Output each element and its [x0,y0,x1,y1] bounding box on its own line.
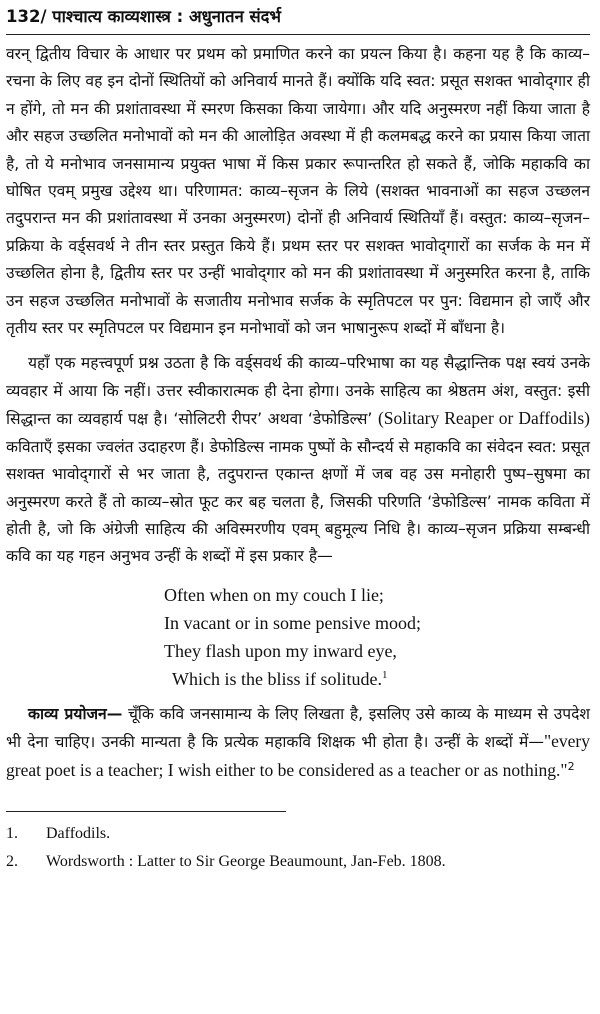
footnote-2 [6,848,590,876]
poem-line-3: They flash upon my inward eye, [164,640,397,661]
footnote-ref-2: 2 [567,759,575,773]
footnote-1-number: 1. [6,824,18,842]
poem-line-4 [164,665,590,693]
poem-line-4-text: Which is the bliss if solitude. [172,668,382,689]
paragraph-2-text-a: यहाँ एक महत्त्वपूर्ण प्रश्न उठता है कि वर्ड्सवर्थ की काव्य–परिभाषा का यह सैद्धान्तिक पक्ष स्वयं उनके व्यवहार में आया कि नहीं। उत्तर स्वीकारात्मक ही देना होगा। उनके साहित्य का श्रेष्ठतम अंश, वस्तुत: इसी सिद्धान्त का व्यवहार्य पक्ष है। ‘सोलिटरी रीपर’ अथवा ‘डेफोडिल्स’ [6,354,590,429]
paragraph-3-english-quote: "every great poet is a teacher; I wish either to be considered as a teacher or as nothing." [6,731,590,780]
paragraph-2-text-b: कविताएँ इसका ज्वलंत उदाहरण हैं। डेफोडिल्स नामक पुष्पों के सौन्दर्य से महाकवि का संवेदन स्वत: प्रसूत सशक्त भावोद्‌गारों से भर जाता है, तदुपरान्त एकान्त क्षणों में जब वह उस मनोहारी पुष्प–सुषमा का अनुस्मरण करते हैं तो काव्य–स्रोत फूट कर बह चलता है, जिसकी परिणति ‘डेफोडिल्स’ नामक कविता में होती है, जो कि अंग्रेजी साहित्य की अविस्मरणीय एवम् बहुमूल्य निधि है। काव्य–सृजन प्रक्रिया सम्बन्धी कवि का यह गहन अनुभव उन्हीं के शब्दों में इस प्रकार है— [6,437,590,566]
poem-line-1: Often when on my couch I lie; [164,584,384,605]
footnote-1 [6,820,590,848]
paragraph-1: वरन् द्वितीय विचार के आधार पर प्रथम को प्रमाणित करने का प्रयत्न किया है। कहना यह है कि काव्य–रचना के लिए वह इन दोनों स्थितियों को अनिवार्य मानते हैं। क्योंकि यदि स्वत: प्रसूत सशक्त भावोद्‌गार ही न होंगे, तो मन की प्रशांतावस्था में स्मरण किसका किया जायेगा। और यदि अनुस्मरण नहीं किया जाता है और सहज उच्छलित मनोभावों को मन की आलोड़ित अवस्था में ही कलमबद्ध करने का प्रयास किया जाता है, तो ये मनोभाव जनसामान्य प्रयुक्त भाषा में किस प्रकार रूपान्तरित हो सकते हैं, जोकि महाकवि का घोषित एवम् प्रमुख उद्देश्य था। परिणामत: काव्य–सृजन के लिये (सशक्त भावनाओं का सहज उच्छलन तदुपरान्त मन की प्रशांतावस्था में उनका अनुस्मरण) दोनों ही अनिवार्य स्थितियाँ हैं। वस्तुत: काव्य–सृजन–प्रक्रिया के वर्ड्सवर्थ ने तीन स्तर प्रस्तुत किये हैं। प्रथम स्तर पर सशक्त भावोद्‌गारों का सर्जक के मन में उच्छलित होना है, द्वितीय स्तर पर उन्हीं भावोद्‌गार को मन की प्रशांतावस्था में अनुस्मरित करना है, ताकि उन सहज उच्छलित मनोभावों के सजातीय मनोभाव सर्जक के स्मृतिपटल पर पुन: विद्यमान हो जाएँ और तृतीय स्तर पर स्मृतिपटल पर विद्यमान इन मनोभावों को जन भाषानुरूप शब्दों में बाँधना है। [6,45,590,338]
footnote-2-text: Wordsworth : Latter to Sir George Beaumount, Jan-Feb. 1808. [46,852,446,870]
poem-quote [164,581,590,693]
header-text: 132/ पाश्चात्य काव्यशास्त्र : अधुनातन संदर्भ [6,7,281,26]
paragraph-3-text: चूँकि कवि जनसामान्य के लिए लिखता है, इसलिए उसे काव्य के माध्यम से उपदेश भी देना चाहिए। उनकी मान्यता है कि प्रत्येक महाकवि शिक्षक भी होता है। उन्हीं के शब्दों में— [6,704,590,752]
footnote-2-number: 2. [6,852,18,870]
footnote-1-text: Daffodils. [46,824,111,842]
footnote-divider [6,811,286,812]
paragraph-3 [6,701,590,785]
poem-line-2: In vacant or in some pensive mood; [164,612,421,633]
paragraph-2-english: (Solitary Reaper or Daffodils) [377,408,590,429]
paragraph-2 [6,350,590,570]
footnote-ref-1: 1 [381,668,388,681]
running-header [6,0,590,35]
section-heading-kavya-prayojan: काव्य प्रयोजन— [28,704,123,723]
